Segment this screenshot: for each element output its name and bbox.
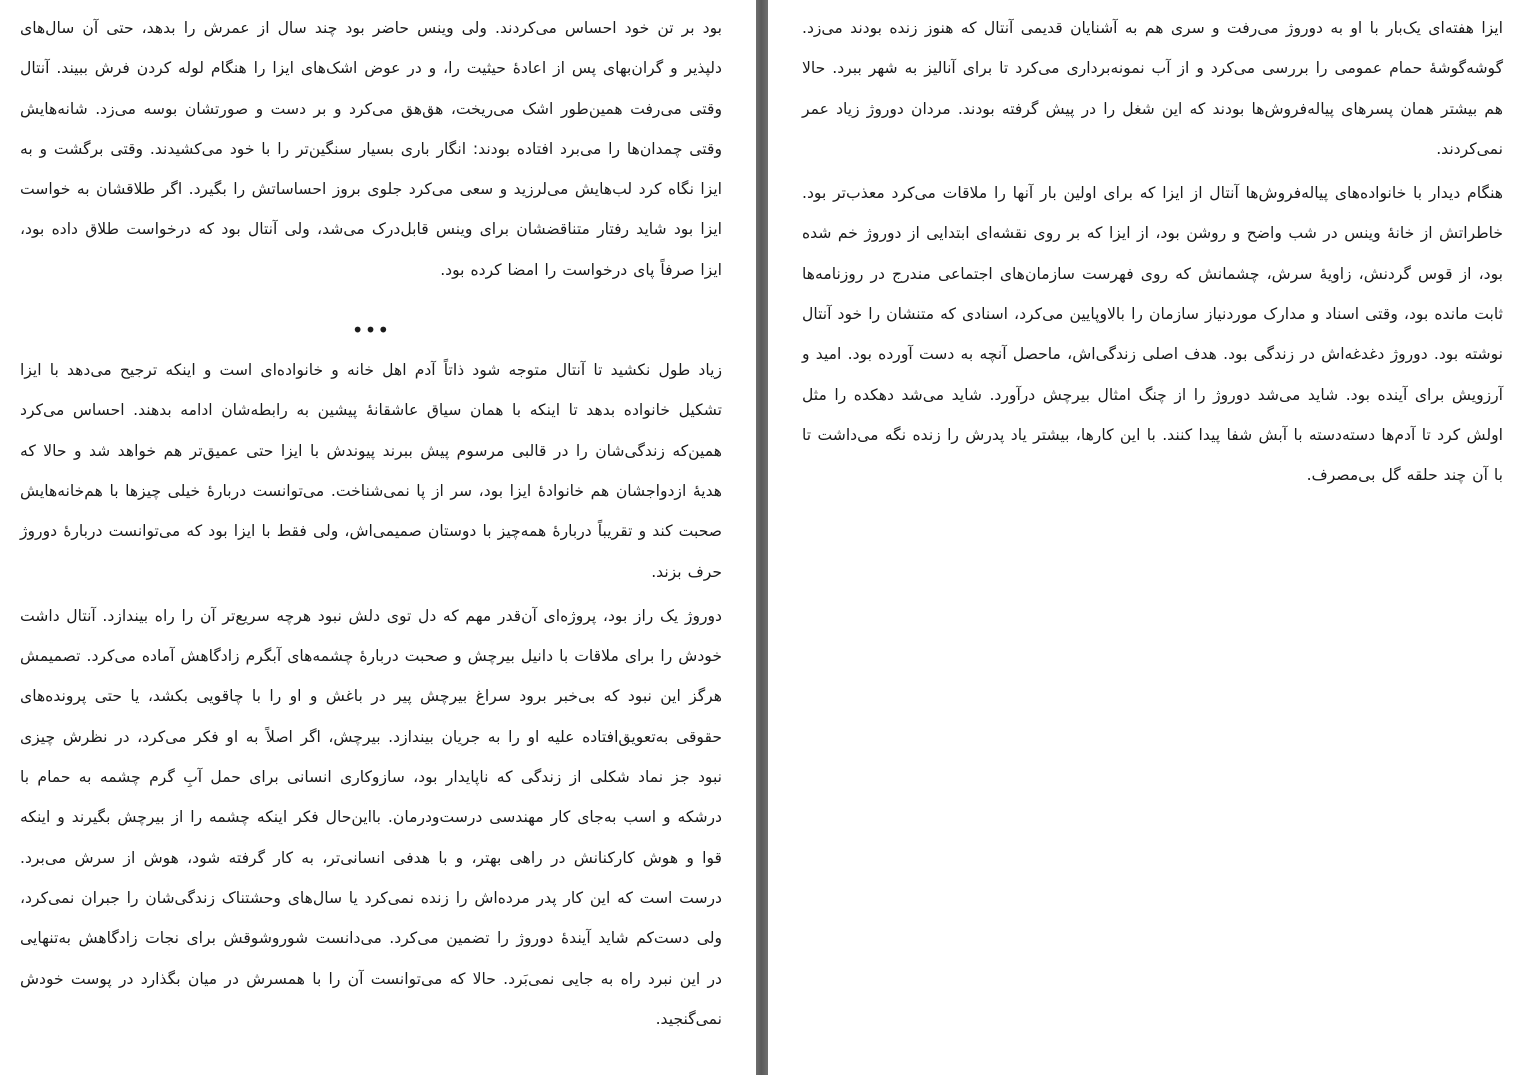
right-paragraph-1: ایزا هفته‌ای یک‌بار با او به دوروژ می‌رفت و سری هم به آشنایان قدیمی آنتال که هنوز زنده بودند می‌زد. گوشه‌گوشهٔ حمام عمومی را بررسی می‌کرد و از آب نمونه‌برداری می‌کرد تا برای آنالیز به شهر ببرد. حالا هم بیشتر همان پسرهای پیاله‌فروش‌ها بودند که این شغل را در پیش گرفته بودند. مردان دوروژ زیاد عمر نمی‌کردند. <box>802 19 1503 158</box>
left-paragraph-3: دوروژ یک راز بود، پروژه‌ای آن‌قدر مهم که دل توی دلش نبود هرچه سریع‌تر آن را راه بیندازد. آنتال داشت خودش را برای ملاقات با دانیل بیرچش و صحبت دربارهٔ چشمه‌های آبگرم زادگاهش آماده می‌کرد. تصمیمش هرگز این نبود که بی‌خبر برود سراغ بیرچش پیر در باغش و او را با چاقویی بکشد، یا حتی پرونده‌های حقوقی به‌تعویق‌افتاده علیه او را به جریان بیندازد. بیرچش، اگر اصلاً به او فکر می‌کرد، در نظرش چیزی نبود جز نماد شکلی از زندگی که ناپایدار بود، سازوکاری انسانی برای حمل آبِ گرم چشمه به حمام با درشکه و اسب به‌جای کار مهندسی درست‌ودرمان. بااین‌حال فکر اینکه چشمه را از بیرچش بگیرند و اینکه قوا و هوش کارکنانش در راهی بهتر، و با هدفی انسانی‌تر، به کار گرفته شود، هوش از سرش می‌برد. درست است که این کار پدر مرده‌اش را زنده نمی‌کرد یا سال‌های وحشتناک زندگی‌شان را جبران نمی‌کرد، ولی دست‌کم شاید آیندهٔ دوروژ را تضمین می‌کرد. می‌دانست شوروشوقش برای نجات زادگاهش به‌تنهایی در این نبرد راه به جایی نمی‌بَرد. حالا که می‌توانست آن را با همسرش در میان بگذارد در پوست خودش نمی‌گنجید. <box>20 606 722 1028</box>
page-gutter <box>756 0 768 1075</box>
section-separator: ••• <box>351 318 391 343</box>
right-paragraph-2: هنگام دیدار با خانواده‌های پیاله‌فروش‌ها آنتال از ایزا که برای اولین بار آنها را ملاقات می‌کرد معذب‌تر بود. خاطراتش از خانهٔ وینس در شب واضح و روشن بود، از ایزا که بر روی نقشه‌ای ابتدایی از دوروژ خم شده بود، از قوس گردنش، زاویهٔ سرش، چشمانش که روی فهرست سازمان‌های اجتماعی مندرج در روزنامه‌ها ثابت مانده بود، وقتی اسناد و مدارک موردنیاز سازمان را بالاوپایین می‌کرد، اسنادی که متنشان را خود آنتال نوشته بود. دوروژ دغدغه‌اش در زندگی بود. هدف اصلی زندگی‌اش، ماحصل آنچه به دست آورده بود. امید و آرزویش برای آینده بود. شاید می‌شد دوروژ را از چنگ امثال بیرچش درآورد. شاید می‌شد دهکده را مثل اولش کرد تا آدم‌ها دسته‌دسته با آبش شفا پیدا کنند. با این کارها، بیشتر یاد پدرش را زنده نگه می‌داشت تا با آن چند حلقه گل بی‌مصرف. <box>802 184 1503 485</box>
left-paragraph-2: زیاد طول نکشید تا آنتال متوجه شود ذاتاً آدم اهل خانه و خانواده‌ای است و اینکه ترجیح می‌دهد با ایزا تشکیل خانواده بدهد تا اینکه با همان سیاق عاشقانهٔ پیشین به رابطه‌شان ادامه بدهند. احساس می‌کرد همین‌که زندگی‌شان را در قالبی مرسوم پیش ببرند پیوندش با ایزا حتی عمیق‌تر هم خواهد شد و حالا که هدیهٔ ازدواجشان هم خانوادهٔ ایزا بود، سر از پا نمی‌شناخت. می‌توانست دربارهٔ خیلی چیزها با هم‌خانه‌هایش صحبت کند و تقریباً دربارهٔ همه‌چیز با دوستان صمیمی‌اش، ولی فقط با ایزا بود که می‌توانست دربارهٔ دوروژ حرف بزند. <box>20 361 722 581</box>
right-page <box>768 0 1525 1075</box>
left-page <box>0 0 756 1075</box>
left-paragraph-1: بود بر تن خود احساس می‌کردند. ولی وینس حاضر بود چند سال از عمرش را بدهد، حتی آن سال‌های دلپذیر و گران‌بهای پس از اعادهٔ حیثیت را، و در عوض اشک‌های ایزا را هنگام لوله کردن فرش ببیند. آنتال وقتی می‌رفت همین‌طور اشک می‌ریخت، هق‌هق می‌کرد و بر دست و صورتشان بوسه می‌زد. شانه‌هایش وقتی چمدان‌ها را می‌برد افتاده بودند: انگار باری بسیار سنگین‌تر را با خود می‌کشیدند. وقتی برگشت و به ایزا نگاه کرد لب‌هایش می‌لرزید و سعی می‌کرد جلوی بروز احساساتش را بگیرد. اگر طلاقشان به خواست ایزا بود شاید رفتار متناقضشان برای وینس قابل‌درک می‌شد، ولی آنتال بود که درخواست طلاق داده بود، ایزا صرفاً پای درخواست را امضا کرده بود. <box>20 19 722 279</box>
